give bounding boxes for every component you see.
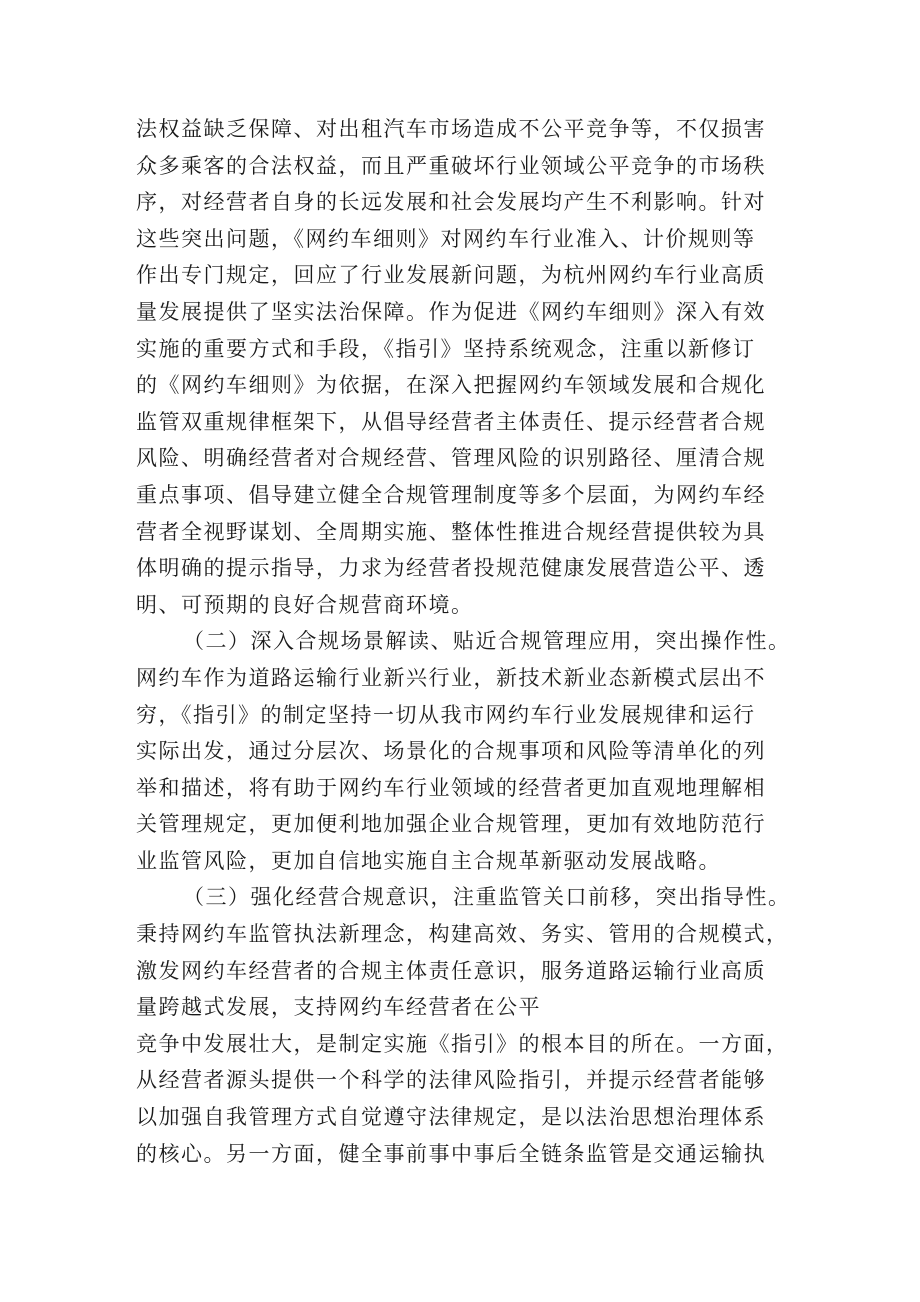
text-line: 从经营者源头提供一个科学的法律风险指引，并提示经营者能够 [136,1068,766,1093]
text-line: 穷，《指引》的制定坚持一切从我市网约车行业发展规律和运行 [136,702,756,727]
text-line: 网约车作为道路运输行业新兴行业，新技术新业态新模式层出不 [136,665,766,690]
text-line: 的核心。另一方面，健全事前事中事后全链条监管是交通运输执 [136,1141,766,1166]
text-line: 序，对经营者自身的长远发展和社会发展均产生不利影响。针对 [136,190,766,215]
text-line: 激发网约车经营者的合规主体责任意识，服务道路运输行业高质 [136,958,766,983]
text-line: 法权益缺乏保障、对出租汽车市场造成不公平竞争等，不仅损害 [136,117,766,141]
document-body [136,111,796,1172]
text-line: 实际出发，通过分层次、场景化的合规事项和风险等清单化的列 [136,739,766,764]
text-line: 量跨越式发展，支持网约车经营者在公平 [136,995,541,1020]
text-line: 营者全视野谋划、全周期实施、整体性推进合规经营提供较为具 [136,519,766,544]
text-line: 众多乘客的合法权益，而且严重破坏行业领域公平竞争的市场秩 [136,153,766,178]
text-line: 体明确的提示指导，力求为经营者投规范健康发展营造公平、透 [136,556,766,581]
text-line: 风险、明确经营者对合规经营、管理风险的识别路径、厘清合规 [136,446,766,471]
section-heading: （三）强化经营合规意识，注重监管关口前移，突出指导性。 [183,885,791,910]
text-line: 业监管风险，更加自信地实施自主合规革新驱动发展战略。 [136,848,721,873]
text-line: 量发展提供了坚实法治保障。作为促进《网约车细则》深入有效 [136,299,766,324]
section-heading: （二）深入合规场景解读、贴近合规管理应用，突出操作性。 [183,629,791,654]
text-line: 实施的重要方式和手段，《指引》坚持系统观念，注重以新修订 [136,336,756,361]
text-line: 举和描述，将有助于网约车行业领域的经营者更加直观地理解相 [136,775,766,800]
text-line: 作出专门规定，回应了行业发展新问题，为杭州网约车行业高质 [136,263,766,288]
text-line: 重点事项、倡导建立健全合规管理制度等多个层面，为网约车经 [136,482,766,507]
text-line: 的《网约车细则》为依据，在深入把握网约车领域发展和合规化 [136,373,766,398]
text-line: 竞争中发展壮大，是制定实施《指引》的根本目的所在。一方面， [136,1031,789,1056]
text-line: 监管双重规律框架下，从倡导经营者主体责任、提示经营者合规 [136,409,766,434]
text-line: 关管理规定，更加便利地加强企业合规管理，更加有效地防范行 [136,812,766,837]
text-line: 秉持网约车监管执法新理念，构建高效、务实、管用的合规模式， [136,922,789,947]
text-line: 明、可预期的良好合规营商环境。 [136,592,474,617]
text-line: 以加强自我管理方式自觉遵守法律规定，是以法治思想治理体系 [136,1105,766,1130]
text-line: 这些突出问题，《网约车细则》对网约车行业准入、计价规则等 [136,226,756,251]
